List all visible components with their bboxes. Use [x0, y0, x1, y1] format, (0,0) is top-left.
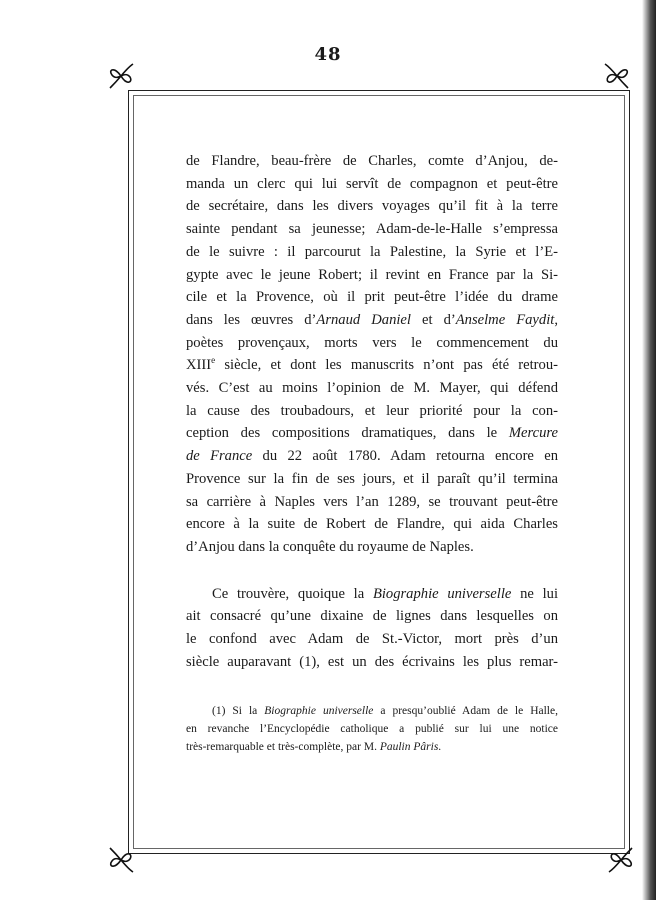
paragraph-2-text-segment: siècle auparavant (1), est un des écrivains les plus remar-: [186, 653, 558, 670]
paragraph-2-text-segment: le confond avec Adam de St.-Victor, mort près d’un: [186, 631, 558, 648]
paragraph-1-line: [186, 400, 558, 423]
paragraph-1-line: [186, 332, 558, 355]
footnote-line: [186, 720, 558, 738]
paragraph-1-text-segment: la cause des troubadours, et leur priorité pour la con-: [186, 402, 558, 419]
paragraph-1-text-segment: cile et la Provence, où il prit peut-être l’idée du drame: [186, 289, 558, 306]
paragraph-1-text-segment: gypte avec le jeune Robert; il revint en France par la Si-: [186, 266, 558, 283]
paragraph-1-text-segment: de secrétaire, dans les divers voyages qu’il fit à la terre: [186, 198, 558, 215]
paragraph-1-text-segment: sa carrière à Naples vers l’an 1289, se trouvant peut-être: [186, 493, 558, 510]
paragraph-1-text-segment: de le suivre : il parcourut la Palestine, la Syrie et l’E-: [186, 243, 558, 260]
paragraph-1-text-segment: encore à la suite de Robert de Flandre, qui aida Charles: [186, 516, 558, 533]
paragraph-1-line: [186, 377, 558, 400]
paragraph-2: [186, 583, 558, 674]
page-number: 48: [314, 44, 342, 65]
paragraph-1-text-segment: ,: [554, 311, 558, 328]
paragraph-1-text-segment: dans les œuvres d’: [186, 311, 317, 328]
paragraph-1-text-segment: poètes provençaux, morts vers le commencement du: [186, 334, 558, 351]
footnote-line: [186, 702, 558, 720]
paragraph-1-line: [186, 173, 558, 196]
paragraph-1-line: [186, 264, 558, 287]
page-edge-shadow: [642, 0, 656, 900]
fleuron-icon: [606, 846, 636, 874]
paragraph-1-text-segment: de France: [186, 448, 253, 465]
footnote-text-segment: en revanche l’Encyclopédie catholique a publié sur lui une notice: [186, 723, 558, 735]
paragraph-1-line: [186, 491, 558, 514]
paragraph-2-line: [186, 583, 558, 606]
paragraph-1-line: [186, 309, 558, 332]
paragraph-1-line: [186, 536, 558, 559]
footnote-text-segment: .: [438, 741, 442, 753]
paragraph-1-text-segment: et d’: [410, 311, 456, 328]
paragraph-1-text-segment: manda un clerc qui lui servît de compagnon et peut-être: [186, 175, 558, 192]
paragraph-1-text-segment: ception des compositions dramatiques, dans le: [186, 425, 509, 442]
paragraph-1-text-segment: Provence sur la fin de ses jours, et il paraît qu’il termina: [186, 470, 558, 487]
paragraph-2-text-segment: Biographie universelle: [372, 585, 512, 602]
paragraph-1-text-segment: e: [211, 355, 216, 366]
paragraph-1-line: [186, 468, 558, 491]
paragraph-1-line: [186, 422, 558, 445]
paragraph-1-line: [186, 354, 558, 377]
paragraph-2-text-segment: ne lui: [511, 585, 558, 602]
paragraph-1-line: [186, 286, 558, 309]
paragraph-1-text-segment: Mercure: [508, 425, 558, 442]
paragraph-1: [186, 150, 558, 559]
paragraph-1-line: [186, 445, 558, 468]
paragraph-2-line: [186, 628, 558, 651]
paragraph-1-line: [186, 241, 558, 264]
paragraph-1-line: [186, 513, 558, 536]
footnote-text-segment: très-remarquable et très-complète, par M.: [186, 741, 380, 753]
fleuron-icon: [106, 846, 136, 874]
footnote-line: [186, 738, 558, 756]
paragraph-1-text-segment: XIII: [186, 357, 212, 374]
paragraph-2-text-segment: Ce trouvère, quoique la: [212, 585, 373, 602]
footnote-text-segment: Biographie universelle: [264, 705, 374, 717]
footnote-text-segment: a presqu’oublié Adam de le Halle,: [373, 705, 558, 717]
footnote-text-segment: (1) Si la: [212, 705, 265, 717]
paragraph-1-text-segment: vés. C’est au moins l’opinion de M. Mayer, qui défend: [186, 380, 558, 397]
fleuron-icon: [602, 62, 632, 90]
main-text: [186, 150, 558, 673]
paragraph-1-text-segment: Arnaud Daniel: [316, 311, 411, 328]
paragraph-1-line: [186, 218, 558, 241]
fleuron-icon: [106, 62, 136, 90]
paragraph-1-line: [186, 195, 558, 218]
paragraph-2-line: [186, 605, 558, 628]
paragraph-1-text-segment: du 22 août 1780. Adam retourna encore en: [252, 448, 558, 465]
paragraph-1-text-segment: Anselme Faydit: [455, 311, 555, 328]
paragraph-1-text-segment: sainte pendant sa jeunesse; Adam-de-le-Halle s’empressa: [186, 221, 558, 238]
paragraph-1-line: [186, 150, 558, 173]
paragraph-1-text-segment: de Flandre, beau-frère de Charles, comte d’Anjou, de-: [186, 153, 558, 169]
footnote-text-segment: Paulin Pâris: [379, 741, 439, 753]
paragraph-2-line: [186, 651, 558, 674]
paragraph-2-text-segment: ait consacré qu’une dixaine de lignes dans lesquelles on: [186, 608, 558, 625]
footnote: [186, 702, 558, 756]
paragraph-1-text-segment: siècle, et dont les manuscrits n’ont pas été retrou-: [215, 357, 558, 374]
paragraph-1-text-segment: d’Anjou dans la conquête du royaume de Naples.: [186, 538, 474, 555]
